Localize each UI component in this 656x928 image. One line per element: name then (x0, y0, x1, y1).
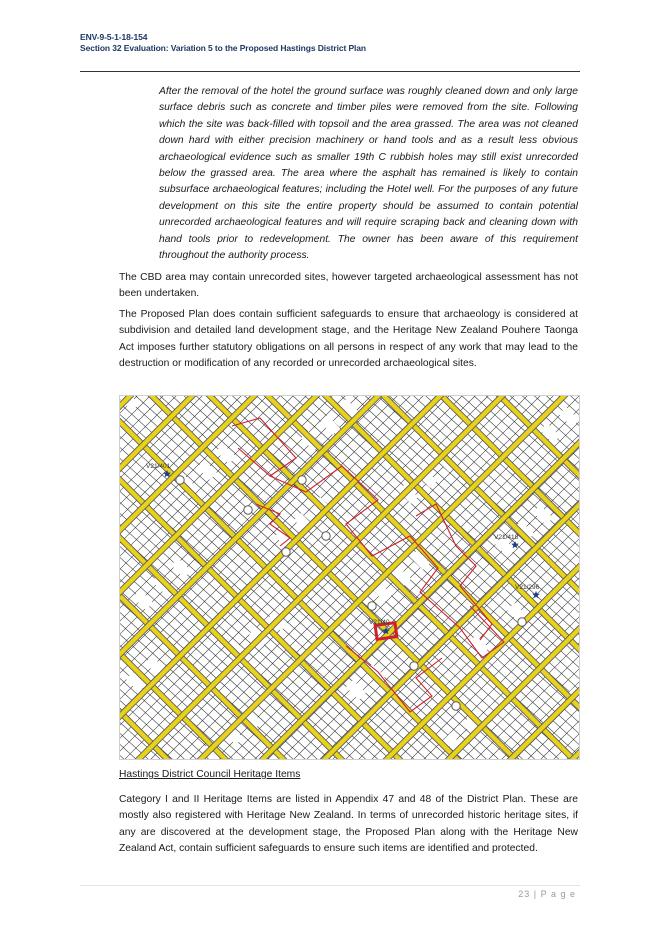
section-heading: Hastings District Council Heritage Items (119, 769, 301, 780)
roundabout (368, 602, 376, 610)
roundabout (322, 532, 330, 540)
paragraph-heritage-items: Category I and II Heritage Items are listed in Appendix 47 and 48 of the District Plan. These are mostly also registered with Heritage New Zealand. In terms of unrecorded historic heritage sites, if any are discovered at the development stage, the Proposed Plan along with the Heritage New Zealand Act, contain sufficient safeguards to ensure such items are identified and protected. (119, 794, 578, 855)
paragraph-cbd-sites: The CBD area may contain unrecorded sites, however targeted archaeological assessment has not been undertaken. (119, 272, 578, 300)
quoted-archaeology-report: After the removal of the hotel the ground surface was roughly cleaned down and only large surface debris such as concrete and timber piles were removed from the site. Following which the site was back-filled with topsoil and the area grassed. The area was not cleaned down hard with either precision machinery or hand tools and as a result less obvious archaeological evidence such as smaller 19th C rubbish holes may still exist unrecorded below the grassed area. The area where the asphalt has remained is likely to contain subsurface archaeological features; including the Hotel well. For the purposes of any future development on this site the entire property should be assumed to contain potential unrecorded archaeological features and will require scraping back and cleaning down with hand tools prior to redevelopment. The owner has been aware of this requirement throughout the authority process. (159, 86, 578, 262)
map-site-label: V21/40 (369, 619, 390, 626)
page-number: 23 | P a g e (518, 889, 576, 899)
roundabout (298, 476, 306, 484)
roundabout (410, 662, 418, 670)
open-lot (346, 680, 366, 700)
map-site-label: V21/296 (515, 584, 540, 591)
street-map (120, 396, 579, 759)
roundabout (244, 506, 252, 514)
document-title: Section 32 Evaluation: Variation 5 to the Proposed Hastings District Plan (80, 43, 367, 53)
roundabout (452, 702, 460, 710)
map-site-label: V21/401 (146, 463, 171, 470)
header-divider (80, 71, 580, 72)
open-lot (171, 558, 191, 578)
roundabout (518, 618, 526, 626)
cbd-map-figure (119, 395, 580, 760)
document-header (80, 32, 580, 54)
footer-divider (80, 885, 580, 886)
roundabout (176, 476, 184, 484)
document-reference: ENV-9-5-1-18-154 (80, 32, 148, 42)
map-site-label: V21/418 (494, 534, 519, 541)
paragraph-safeguards: The Proposed Plan does contain sufficient safeguards to ensure that archaeology is considered at subdivision and detailed land development stage, and the Heritage New Zealand Pouhere Taonga Act imposes further statutory obligations on all persons in respect of any work that may lead to the destruction or modification of any recorded or unrecorded archaeological sites. (119, 309, 578, 370)
roundabout (282, 548, 290, 556)
site-marker-star-icon (511, 541, 519, 548)
